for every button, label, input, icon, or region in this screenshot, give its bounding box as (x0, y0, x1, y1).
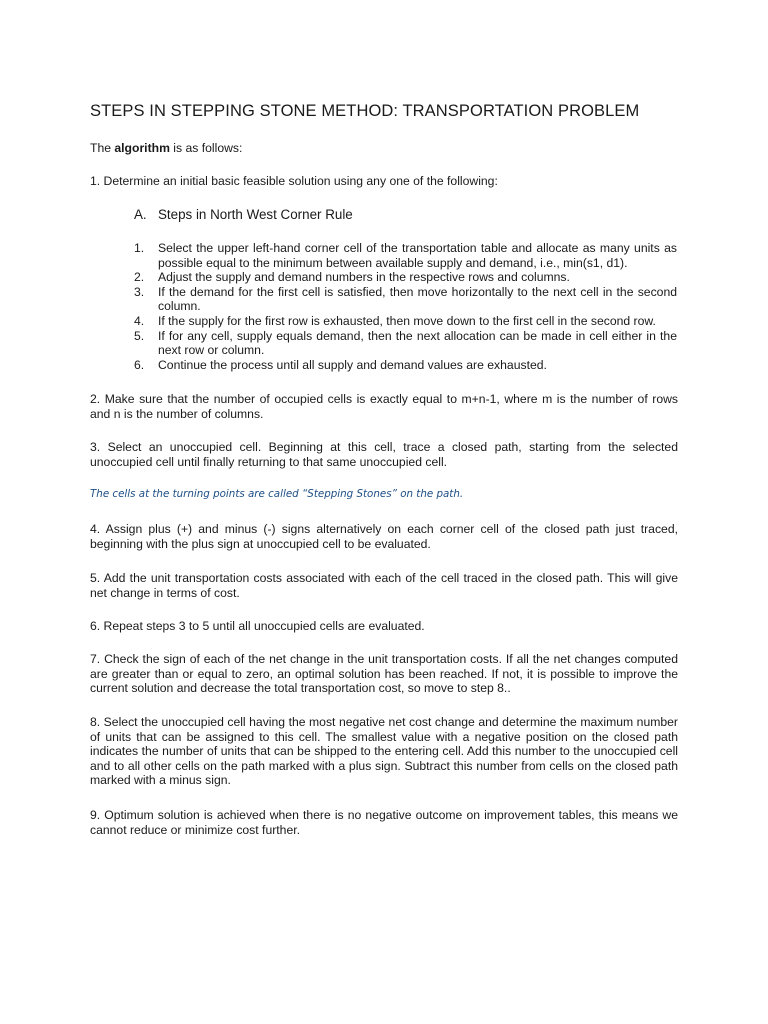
step-1-paragraph: 1. Determine an initial basic feasible solution using any one of the following: (90, 174, 498, 188)
list-item (134, 241, 677, 270)
intro-bold: algorithm (114, 141, 170, 155)
intro-after: is as follows: (169, 141, 243, 155)
intro-before: The (90, 141, 115, 155)
list-item-number: 5. (134, 328, 145, 343)
subsection-letter: A. (134, 207, 147, 222)
step-2-paragraph: 2. Make sure that the number of occupied cells is exactly equal to m+n-1, where m is the number of rows and n is the number of columns. (90, 392, 678, 421)
step-9-paragraph: 9. Optimum solution is achieved when there is no negative outcome on improvement tables, this means we cannot reduce or minimize cost further. (90, 808, 678, 837)
step-6-paragraph: 6. Repeat steps 3 to 5 until all unoccupied cells are evaluated. (90, 619, 425, 633)
step-7-paragraph: 7. Check the sign of each of the net change in the unit transportation costs. If all the net changes computed are greater than or equal to zero, an optimal solution has been reached. If not, it is possible to improve the current solution and decrease the total transportation cost, so move to step 8.. (90, 652, 678, 696)
north-west-corner-rules-list (134, 241, 677, 372)
step-8-paragraph: 8. Select the unoccupied cell having the most negative net cost change and determine the maximum number of units that can be assigned to this cell. The smallest value with a negative position on the closed path indicates the number of units that can be shipped to the entering cell. Add this number to the unoccupied cell and to all other cells on the path marked with a plus sign. Subtract this number from cells on the closed path marked with a minus sign. (90, 715, 678, 788)
subsection-heading (134, 207, 353, 222)
step-3-paragraph: 3. Select an unoccupied cell. Beginning at this cell, trace a closed path, starting from the selected unoccupied cell until finally returning to that same unoccupied cell. (90, 440, 678, 469)
list-item-text: If for any cell, supply equals demand, then the next allocation can be made in cell either in the next row or column. (158, 328, 677, 358)
list-item-number: 4. (134, 313, 145, 328)
list-item-number: 1. (134, 241, 145, 255)
stepping-stones-note: The cells at the turning points are called “Stepping Stones” on the path. (90, 488, 464, 500)
list-item-number: 2. (134, 270, 145, 285)
step-4-paragraph: 4. Assign plus (+) and minus (-) signs alternatively on each corner cell of the closed path just traced, beginning with the plus sign at unoccupied cell to be evaluated. (90, 522, 678, 551)
list-item (134, 358, 677, 373)
list-item-text: If the demand for the first cell is satisfied, then move horizontally to the next cell in the second column. (158, 284, 677, 314)
list-item-text: Adjust the supply and demand numbers in the respective rows and columns. (158, 270, 570, 285)
list-item-text: If the supply for the first row is exhausted, then move down to the first cell in the second row. (158, 313, 656, 328)
list-item-text: Continue the process until all supply and demand values are exhausted. (158, 357, 547, 372)
page-title: STEPS IN STEPPING STONE METHOD: TRANSPORTATION PROBLEM (90, 102, 640, 120)
list-item-number: 6. (134, 357, 145, 372)
list-item (134, 285, 677, 314)
intro-paragraph (90, 141, 678, 156)
list-item (134, 329, 677, 358)
subsection-title: Steps in North West Corner Rule (158, 207, 353, 222)
list-item (134, 270, 677, 285)
list-item-text: Select the upper left-hand corner cell of the transportation table and allocate as many units as possible equal to the minimum between available supply and demand, i.e., min(s1, d1). (158, 241, 677, 270)
list-item (134, 314, 677, 329)
step-5-paragraph: 5. Add the unit transportation costs associated with each of the cell traced in the closed path. This will give net change in terms of cost. (90, 571, 678, 600)
list-item-number: 3. (134, 284, 145, 299)
